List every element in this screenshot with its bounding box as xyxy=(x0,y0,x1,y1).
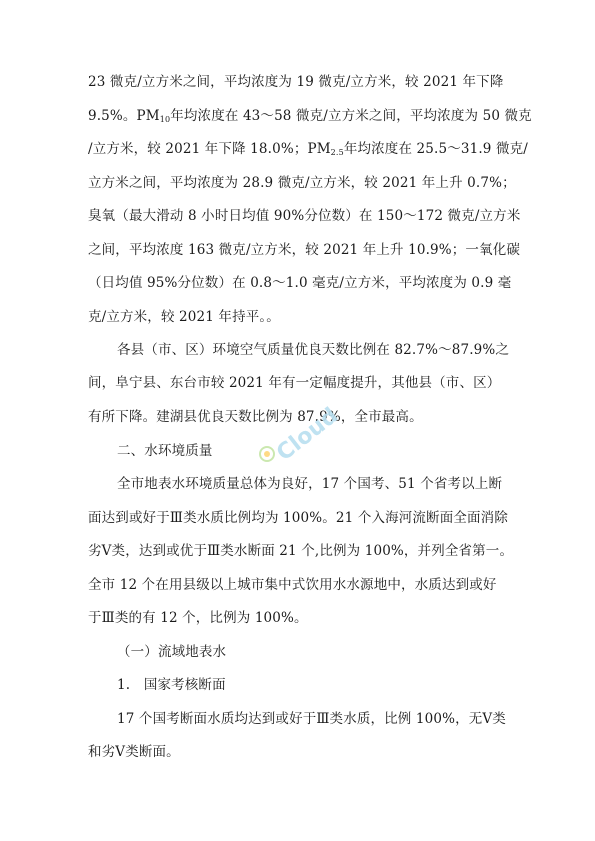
subsection-heading: （一）流域地表水 xyxy=(117,644,227,660)
text-line: 9.5%。$PM_{10}$年均浓度在 43～58 微克/立方米之间，平均浓度为 50 微克 xyxy=(88,108,532,124)
text-line: 17 个国考断面水质均达到或好于Ⅲ类水质，比例 100%，无Ⅴ类 xyxy=(117,711,506,727)
text-line: 和劣Ⅴ类断面。 xyxy=(88,744,180,760)
watermark-text: Cloud xyxy=(272,403,343,466)
text-line: 于Ⅲ类的有 12 个，比例为 100%。 xyxy=(88,610,308,626)
text-line: （日均值 95%分位数）在 0.8～1.0 毫克/立方米，平均浓度为 0.9 毫 xyxy=(88,275,512,291)
text-line: 全市地表水环境质量总体为良好，17 个国考、51 个省考以上断 xyxy=(117,476,503,492)
text-line: 之间，平均浓度 163 微克/立方米，较 2021 年上升 10.9%；一氧化碳 xyxy=(88,242,521,258)
text-line: 各县（市、区）环境空气质量优良天数比例在 82.7%～87.9%之 xyxy=(117,342,510,358)
text-line: 23 微克/立方米之间，平均浓度为 19 微克/立方米，较 2021 年下降 xyxy=(88,74,504,90)
text-line: 面达到或好于Ⅲ类水质比例均为 100%。21 个入海河流断面全面消除 xyxy=(88,510,508,526)
text-line: 有所下降。建湖县优良天数比例为 87.9%，全市最高。 xyxy=(88,409,423,425)
text-line: 全市 12 个在用县级以上城市集中式饮用水水源地中，水质达到或好 xyxy=(88,577,497,593)
text-line: 臭氧（最大滑动 8 小时日均值 90%分位数）在 150～172 微克/立方米 xyxy=(88,208,521,224)
text-line: /立方米，较 2021 年下降 18.0%；$PM_{2.5}$年均浓度在 25.5～31.9 微克/ xyxy=(88,141,528,157)
text-line: 立方米之间，平均浓度为 28.9 微克/立方米，较 2021 年上升 0.7%； xyxy=(88,175,516,191)
cloud-watermark-logo xyxy=(257,396,345,466)
text-line: 间，阜宁县、东台市较 2021 年有一定幅度提升，其他县（市、区） xyxy=(88,375,501,391)
text-line: 克/立方米，较 2021 年持平。。 xyxy=(88,309,280,325)
subsection-heading: 1. 国家考核断面 xyxy=(117,677,226,693)
text-line: 劣Ⅴ类，达到或优于Ⅲ类水断面 21 个,比例为 100%，并列全省第一。 xyxy=(88,543,514,559)
section-heading: 二、水环境质量 xyxy=(117,443,213,459)
